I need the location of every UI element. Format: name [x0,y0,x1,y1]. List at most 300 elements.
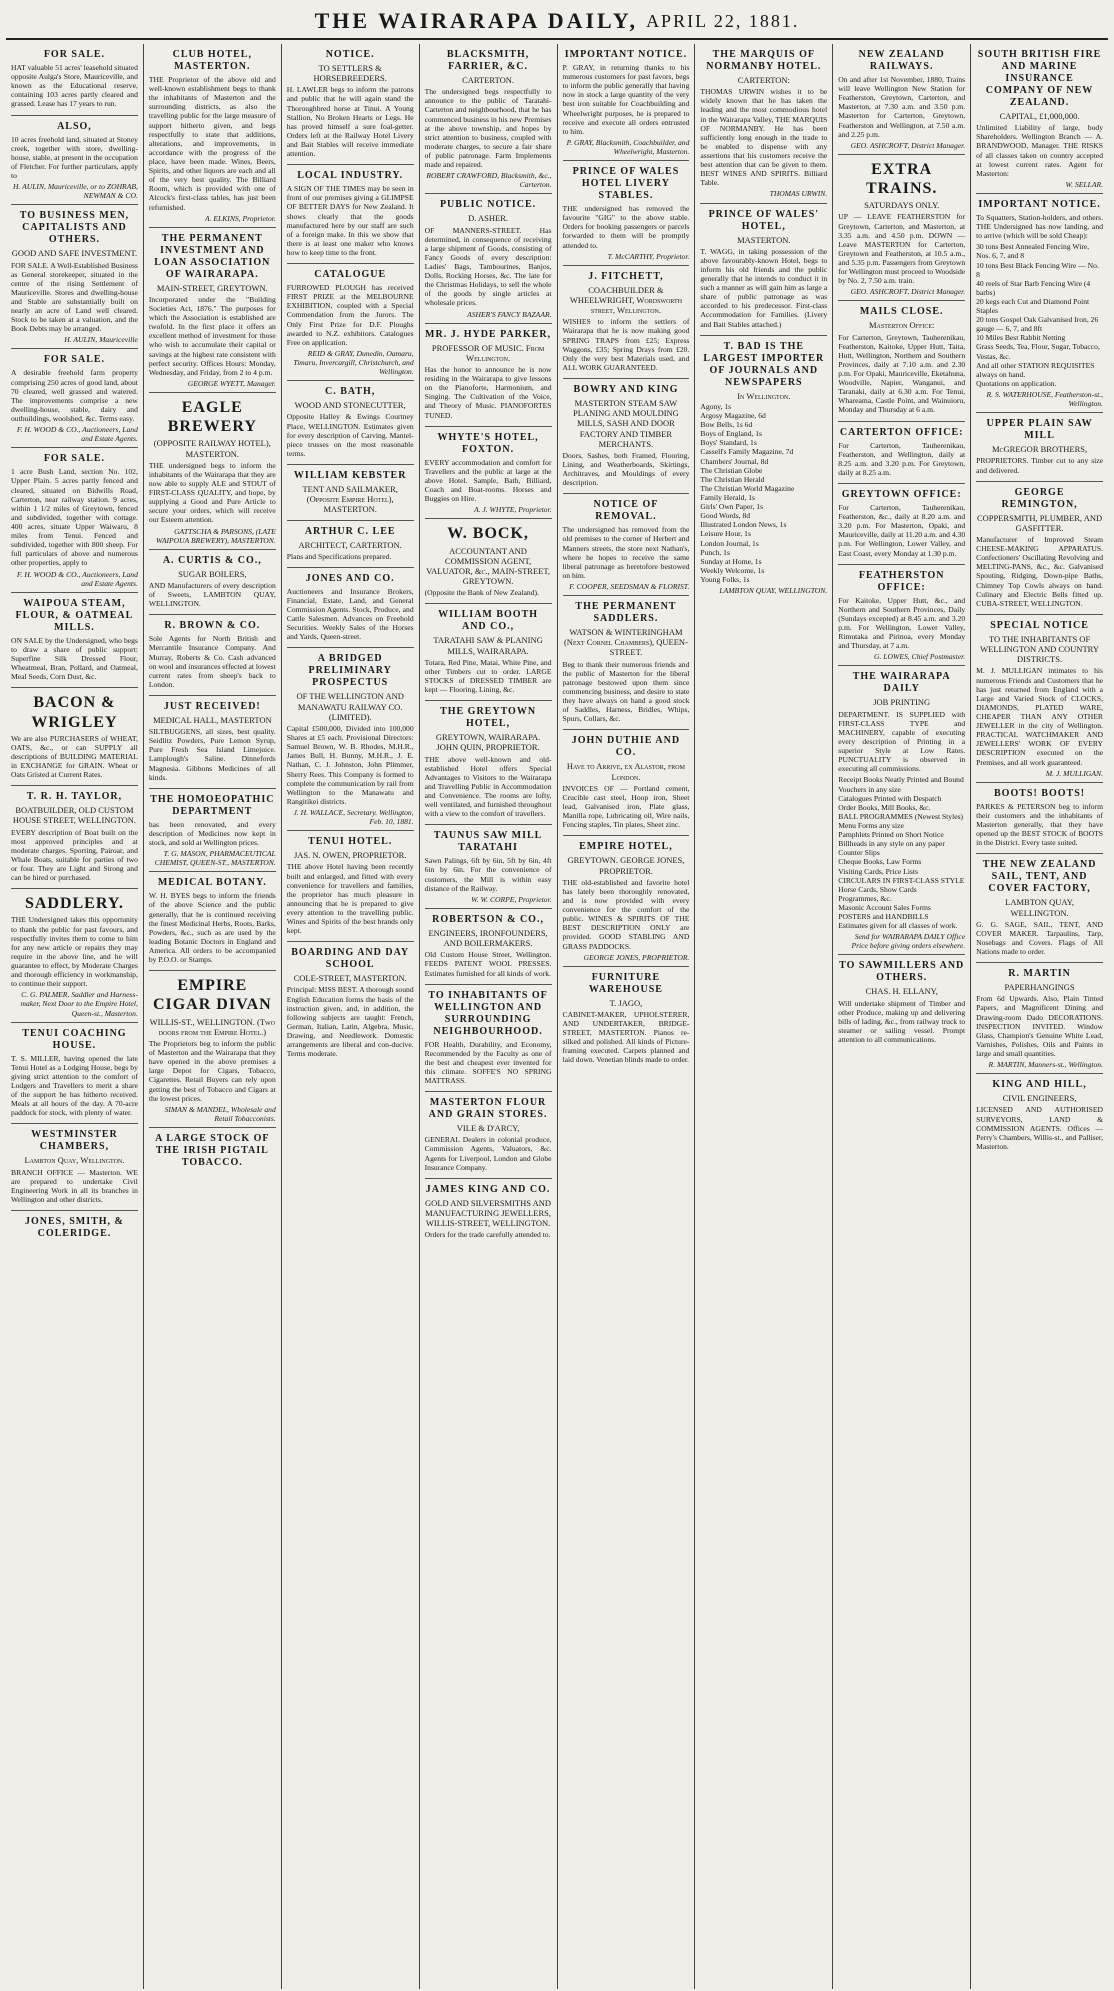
ad-body: P. GRAY, in returning thanks to his numerous customers for past favors, begs to inform the public generally that having now in stock a large quantity of the very best iron suitable for Coachbuilding and Wheelwright purposes, he is prepared to receive and execute all orders entrusted to him. [562,63,690,136]
ad-subheading: GREYTOWN, WAIRARAPA. JOHN QUIN, PROPRIETOR. [435,732,541,753]
list-item: Sunday at Home, 1s [700,556,762,566]
advertisement [287,831,414,942]
ad-subheading: TARATAHI SAW & PLANING MILLS, WAIRARAPA. [433,635,543,656]
ad-subheading: ARCHITECT, CARTERTON. [298,539,402,550]
ad-signature: SIMAN & MANDEL, Wholesale and Retail Tobacconists. [164,1104,276,1123]
advertisement [149,615,276,696]
ad-heading: BOARDING AND DAY SCHOOL [291,947,410,971]
ad-body: From 6d Upwards. Also, Plain Tinted Papers, and Magnificent Dining and Drawing-room Dado DECORATIONS. INSPECTION INVITED. Window Glass, Champion's Genuine White Lead, Varnishes, Polishes, Oils and Paints in large and small quantities. [976,994,1103,1058]
ad-heading: NOTICE OF REMOVAL. [593,499,659,523]
list-item: Agony, 1s [700,401,732,411]
advertisement [976,963,1103,1074]
ad-subheading: (OPPOSITE RAILWAY HOTEL), MASTERTON. [153,438,271,459]
ad-signature: REID & GRAY, Dunedin, Oamaru, Timaru, Invercargill, Christchurch, and Wellington. [293,348,414,377]
ad-body: THE undersigned has removed the favourite "GIG" to the above stable. Orders for booking passengers or parcels forwarded to them will be promptly attended to. [562,204,690,250]
ad-body: Auctioneers and Insurance Brokers, Financial, Estate, Land, and General Commission Agents. Stock, Produce, and Cattle Salesmen. Advances on Freehold Securities. Weekly Sales of the Horses and Yards, Queen-street. [286,586,414,642]
ad-subheading: GOOD AND SAFE INVESTMENT. [11,248,138,259]
list-item: Order Books, Mill Books, &c. [838,802,931,812]
ad-body: FOR Health, Durability, and Economy, Recommended by the Faculty as one of the best and cheapest ever invented for this climate. SOFFE'S NO SPRING MATTRASS. [424,1039,552,1086]
ad-body: To Squatters, Station-holders, and others. THE Undersigned has now landing, and to arrive (which will be sold Cheap): [976,212,1103,241]
ad-signature: R. MARTIN, Manners-st., Wellington. [988,1060,1103,1070]
ad-subheading: MASTERTON. [737,234,791,245]
advertisement [976,615,1103,783]
ad-signature: F. H. WOOD & CO., Auctioneers, Land and Estate Agents. [16,425,138,444]
ad-body: T. WAGG, in taking possession of the above favourably-known Hotel, begs to inform his old friends and the public generally that he intends to conduct it in such a manner as will gain him as large a share of public patronage as was accorded to his predecessor. First-class Accommodation for Families. (Livery and Bait Stables attached.) [700,246,828,329]
ad-heading: THE GREYTOWN HOTEL, [440,706,537,730]
list-item: The Christian Globe [700,465,763,475]
advertisement [838,422,965,484]
ad-heading: PRINCE OF WALES' HOTEL, [708,208,820,232]
ad-heading: BOWRY AND KING [573,383,679,395]
advertisement [149,550,276,616]
ad-body: THE above well-known and old-established Hotel offers Special Advantages to Visitors to the Wairarapa and Travelling Public in Accommodation and Convenience. The rooms are lofty, well ventilated, and furnished throughout with a view to the comfort of travellers. [424,754,552,819]
ad-body: We are also PURCHASERS of WHEAT, OATS, &c., or can SUPPLY all descriptions of BUILDING MATERIAL in EXCHANGE for GRAIN. Wheat or Oats Gristed at Current Rates. [11,733,138,780]
ad-body: Unlimited Liability of large, body Shareholders. Wellington Branch — A. BRANDWOOD, Manager. THE RISKS of all classes taken on country accepted at lowest current rates. Agent for Masterton: [976,123,1103,178]
ad-subheading: COACHBUILDER & WHEELWRIGHT, Wordsworth street, Wellington. [569,284,683,316]
advertisement [149,971,276,1128]
list-item: POSTERS and HANDBILLS [838,912,929,922]
ad-heading: LOCAL INDUSTRY. [297,170,404,182]
list-item: Billheads in any style on any paper [838,839,945,849]
list-item: London Journal, 1s [700,538,759,548]
ad-subheading: CAPITAL, £1,000,000. [999,111,1080,121]
ad-heading: A LARGE STOCK OF THE IRISH PIGTAIL TOBACCO. [155,1132,270,1168]
advertisement [976,783,1103,855]
list-item: Horse Cards, Show Cards [838,884,917,894]
list-item: The Christian Herald [700,474,765,484]
ad-heading: FEATHERSTON OFFICE: [858,569,945,593]
ad-heading: TAUNUS SAW MILL TARATAHI [433,830,543,854]
advertisement [563,494,690,596]
ad-subheading: Lambton Quay, Wellington. [24,1155,125,1166]
ad-heading: UPPER PLAIN SAW MILL [986,418,1093,442]
ad-heading: JOHN DUTHIE AND CO. [571,735,681,759]
column-2 [144,44,282,1989]
ad-signature: GEORGE JONES, PROPRIETOR. [583,952,690,962]
list-item: The Christian World Magazine [700,483,795,493]
ad-signature: LAMBTON QUAY, WELLINGTON. [719,586,828,596]
ad-body: Will undertake shipment of Timber and other Produce, making up and delivering bills of lading, &c., from railway truck to steamer or sailing vessel. Prompt attention to all communications. [838,998,966,1045]
advertisement [11,593,138,689]
ad-subheading: COPPERSMITH, PLUMBER, AND GASFITTER. [976,512,1103,533]
ad-body: The Proprietors beg to inform the public of Masterton and the Wairarapa that they have opened in the above premises a large Depot for Cigars, Tobacco, Cigarettes. Retail Buyers can rely upon getting the best of Tobacco and Cigars at the lowest prices. [148,1038,276,1103]
ad-heading: WESTMINSTER CHAMBERS, [31,1129,118,1153]
ad-subheading: WILLIS-ST., WELLINGTON. (Two doors from the Empire Hotel.) [149,1016,276,1037]
ad-heading: THE PERMANENT INVESTMENT AND LOAN ASSOCIATION OF WAIRARAPA. [154,232,271,280]
advertisement [11,116,138,206]
list-item: Menu Forms any size [838,820,904,830]
ad-body: FOR SALE. A Well-Established Business as General storekeeper, situated in the centre of the rising Settlement of Mauriceville. Stores and dwelling-house and Stable are substantially built on nearly an acre of Land well cleared. Stock to be taken at a valuation, and the Book Debts may be arranged. [11,260,138,334]
advertisement [563,379,690,494]
ad-heading: MEDICAL BOTANY. [157,877,267,889]
ad-signature: A. ELKINS, Proprietor. [204,213,276,223]
advertisement [838,155,965,302]
list-item: Young Folks, 1s [700,574,750,584]
ad-signature: W. W. CORPE, Proprietor. [471,894,552,904]
ad-heading: KING AND HILL, [992,1079,1087,1091]
ad-heading: MR. J. HYDE PARKER, [425,328,552,340]
list-item: 40 reels of Star Barb Fencing Wire (4 barbs) [976,278,1091,297]
ad-body: For Kaitoke, Upper Hutt, &c., and Northern and Southern Provinces, Daily (Sundays excepted) at 8.45 a.m. and 3.20 p.m. For Wellington, Lower Valley, Rimutaka and Pirinoa, every Monday and Thursday, at 7 a.m. [838,595,966,651]
advertisement [563,967,690,1071]
advertisement [149,228,276,393]
ad-heading: THE HOMOEOPATHIC DEPARTMENT [150,793,275,817]
masthead [6,4,1108,40]
ad-subheading: CARTERTON. [462,75,515,85]
advertisement [149,789,276,873]
advertisement [563,596,690,730]
ad-subheading: JAS. N. OWEN, PROPRIETOR. [293,850,407,861]
ad-subheading: TO THE INHABITANTS OF WELLINGTON AND COUNTRY DISTRICTS. [980,633,1099,665]
column-5 [558,44,696,1989]
ad-body: WISHES to inform the settlers of Wairarapa that he is now making good SPRING TRAPS from £25; Express Waggons, £35; Spring Drays from £20. Only the very best Materials used, and ALL WORK GUARANTEED. [562,317,690,372]
advertisement [11,448,138,592]
ad-subheading: Have to Arrive, ex Alastor, from London. [566,761,685,782]
ad-heading: BACON & WRIGLEY [31,694,118,731]
ad-heading: GEORGE REMINGTON, [1001,486,1078,510]
list-item: Leisure Hour, 1s [700,529,751,539]
list-item: Boys' Standard, 1s [700,438,757,448]
ad-signature: C. G. PALMER, Saddler and Harness-maker, Next Door to the Empire Hotel, Queen-st., Masterton. [20,990,138,1018]
list-item: Cassell's Family Magazine, 7d [700,447,794,457]
list-item: Grass Seeds, Tea, Flour, Sugar, Tobacco, Vestas, &c. [976,342,1100,361]
ad-signature: ROBERT CRAWFORD, Blacksmith, &c., Carterton. [426,171,552,190]
ad-body: Beg to thank their numerous friends and the public of Masterton for the liberal patronage bestowed upon them since commencing business, and desire to state they have always on hand a good stock of Saddles, Harness, Bridles, Whips, Spurs, Collars, &c. [562,659,690,724]
ad-body: THOMAS URWIN wishes it to be widely known that he has taken the leading and the most commodious hotel in the Wairarapa Valley, THE MARQUIS OF NORMANBY. He has been sufficiently long enough in the trade to be enabled to dispense with any assertions that his customers receive the best attention that can be given to them. BEST WINES AND SPIRITS. Billiard Table. [700,87,828,188]
ad-heading: THE NEW ZEALAND SAIL, TENT, AND COVER FACTORY, [982,859,1097,895]
advertisement [11,1211,138,1246]
ad-body: THE Undersigned takes this opportunity to thank the public for past favours, and respectfully invites them to come to him for any new article or repairs they may require in the above line, and he will guarantee to effect, by Moderate Charges and thorough efficiency in workmanship, to continue their support. [11,915,138,989]
list-item: Pamphlets Printed on Short Notice [838,830,944,840]
ad-body: Principal: MISS BEST. A thorough sound English Education forms the basis of the instruction given, and, in addition, the following subjects are taught: French, German, Italian, Latin, Algebra, Music, Drawing, and Needlework. Domestic arrangements are liberal and con-ducive. Terms moderate. [286,985,414,1059]
column-4 [420,44,558,1989]
advertisement [149,44,276,228]
ad-body: On and after 1st November, 1880, Trains will leave Wellington New Station for Featherston, Greytown, Carterton, and Masterton, at 7.30 a.m. and 3.50 p.m. Masterton for Carterton, Greytown, Featherston and Wellington, at 7.50 a.m. and 2.25 p.m. [838,75,966,139]
list-item: 10 tons Best Black Fencing Wire — No. 8 [976,260,1099,279]
list-item: CIRCULARS IN FIRST-CLASS STYLE [838,875,965,885]
ad-signature: W. SELLAR. [1065,179,1103,189]
ad-subheading: In Wellington. [737,390,791,401]
ad-heading: CARTERTON OFFICE: [839,426,964,438]
ad-heading: THE PERMANENT SADDLERS. [575,601,677,625]
advertisement [149,1128,276,1175]
ad-body: H. LAWLER begs to inform the patrons and public that he will again stand the Thoroughbred horse at Tinui. A Young Stallion, No Broken Hearts or Legs. He has proved himself a sure foal-getter. Orders left at the Railway Hotel Livery and Bait Stables will receive immediate attention. [286,85,414,159]
ad-signature: F. COOPER, SEEDSMAN & FLORIST. [569,582,690,591]
ad-signature: T. G. MASON, PHARMACEUTICAL CHEMIST, QUEEN-ST., MASTERTON. [154,849,276,868]
ad-subheading: PROFESSOR OF MUSIC. From Wellington. [431,342,545,363]
ad-body: FURROWED PLOUGH has received FIRST PRIZE at the MELBOURNE EXHIBITION, coupled with a Special Commendation from the Jurors. The Only First Prize for D.F. Ploughs awarded to N.Z. exhibitors. Catalogues Free on application. [286,283,414,347]
ad-signature: GEO. ASHCROFT, District Manager. [850,140,966,150]
ad-body: ON SALE by the Undersigned, who begs to draw a share of public support: Superfine Silk Dressed Flour, Wheatmeal, Bran, Pollard, and Oatmeal, Meal Seeds, Corn Dust, &c. [11,635,138,682]
advertisement [11,889,138,1022]
column-6 [695,44,833,1989]
ad-heading: A BRIDGED PRELIMINARY PROSPECTUS [308,653,392,689]
ad-heading: TENUI COACHING HOUSE. [22,1027,127,1051]
ad-heading: PRINCE OF WALES HOTEL LIVERY STABLES. [572,166,680,202]
ad-body: EVERY description of Boat built on the most approved principles and at moderate charges. Sporting, Pairoar, and Whale Boats, suitable for parties of two or four. They are Light and Strong and can be hired or purchased. [11,827,138,883]
list-item: 20 tons Gospel Oak Galvanised Iron, 26 gauge — 6, 7, and 8ft [976,315,1099,334]
ad-heading: WHYTE'S HOTEL, FOXTON. [437,431,539,455]
advertisement [425,324,552,427]
ad-heading: JONES, SMITH, & COLERIDGE. [24,1216,124,1240]
ad-heading: FURNITURE WAREHOUSE [588,971,663,995]
ad-heading: ROBERTSON & CO., [432,913,544,925]
ad-heading: FOR SALE. [43,49,106,60]
advertisement [287,381,414,465]
advertisement [700,44,827,204]
ad-heading: TO BUSINESS MEN, CAPITALISTS AND OTHERS. [19,210,130,246]
ad-heading: ARTHUR C. LEE [304,525,396,537]
ad-signature: F. H. WOOD & CO., Auctioneers, Land and Estate Agents. [16,569,138,588]
ad-body: THE old-established and favorite hotel has lately been thoroughly renovated, and is now provided with every convenience for the comfort of the public. WINES & SPIRITS OF THE BEST DESCRIPTION ONLY are provided. GOOD STABLING AND GRASS PADDOCKS. [562,877,690,951]
ad-subheading: D. ASHER. [468,213,509,224]
ad-subheading: T. JAGO, [609,997,643,1008]
ad-heading: J. FITCHETT, [588,270,664,282]
ad-signature: GATTSCHA & PARSONS, (LATE WAIPOUA BREWERY), MASTERTON. [156,526,276,545]
ad-subheading: PAPERHANGINGS [1004,982,1075,993]
columns-container [6,44,1108,1989]
advertisement [425,194,552,323]
list-item: Visiting Cards, Price Lists [838,866,918,876]
advertisement [976,44,1103,194]
advertisement [425,701,552,825]
ad-heading: R. BROWN & CO. [164,620,261,632]
list-item: Girls' Own Paper, 1s [700,502,764,512]
ad-signature: THOMAS URWIN. [769,189,828,199]
ad-heading: CLUB HOTEL, MASTERTON. [172,49,252,72]
ad-body: For Carterton, Greytown, Tauherenikau, Featherston, Kaitoke, Upper Hutt, Taita, Hutt, Wellington, Northern and Southern Provinces, daily at 7.10 a.m. and 2.30 p.m. For Opaki, Mauriceville, Eketahuna, Woodville, Napier, Wanganui, and Taranaki, daily at 6.30 a.m. For Tenui, Whareama, Castle Point, and Wainuioru, Monday and Thursday at 6 a.m. [838,332,966,415]
advertisement [287,465,414,521]
ad-subheading: VILE & D'ARCY, [456,1123,520,1134]
list-item: And all other STATION REQUISITES always on hand. [976,360,1095,379]
list-item: Quotations on application. [976,378,1057,388]
ad-heading: JAMES KING AND CO. [425,1183,551,1195]
advertisement [563,836,690,966]
ad-signature: M. J. MULLIGAN. [1045,768,1103,778]
ad-heading: TENUI HOTEL. [308,836,393,848]
ad-heading: EAGLE BREWERY [167,399,257,436]
ad-heading: GREYTOWN OFFICE: [841,489,962,501]
list-item: Vouchers in any size [838,784,901,794]
advertisement [287,264,414,381]
advertisement [563,266,690,379]
ad-body: THE Proprietor of the above old and well-known establishment begs to thank the inhabitants of Masterton and the surrounding districts, as also the travelling public for the large measure of support hitherto given, and begs respectfully to state that additions, alterations, and improvements, in accordance with the progress of the place, have been made. Wines, Beers, Spirits, and other liquors are each and all of the very best quality. The Billiard Room, which is provided with one of Alcock's first-class tables, has just been refurnished. [148,75,276,212]
ad-subheading: WATSON & WINTERINGHAM (Next Cornel Chambers), QUEEN-STREET. [563,627,688,658]
ad-heading: T. R. H. TAYLOR, [26,791,123,803]
ad-subheading: MEDICAL HALL, MASTERTON [152,714,272,725]
ad-signature: P. GRAY, Blacksmith, Coachbuilder, and Wheelwright, Masterton. [566,137,690,156]
ad-subheading: LAMBTON QUAY, WELLINGTON. [1005,897,1074,918]
ad-body: PROPRIETORS. Timber cut to any size and delivered. [976,456,1103,475]
issue-date: APRIL 22, 1881. [646,10,800,31]
advertisement [149,696,276,789]
list-item: Chambers' Journal, 8d [700,456,769,466]
ad-heading: EXTRA TRAINS. [865,160,938,198]
advertisement [11,1023,138,1125]
ad-subheading: SATURDAYS ONLY. [864,200,940,211]
ad-subheading: WOOD AND STONECUTTER, [294,400,406,411]
ad-subheading: SUGAR BOILERS, [178,568,247,579]
ad-body: EVERY accommodation and comfort for Travellers and the public at large at the above Hotel. Sample, Bath, Billiard, Coach and Boat-rooms. Horses and Buggies on Hire. [424,457,552,504]
ad-body: Orders for the trade carefully attended to. [424,1230,551,1240]
advertisement [838,484,965,565]
advertisement [838,565,965,667]
ad-heading: T. BAD IS THE LARGEST IMPORTER OF JOURNALS AND NEWSPAPERS [703,340,825,388]
column-3 [282,44,420,1989]
ad-body: A desirable freehold farm property comprising 250 acres of good land, about 70 cleared, well grassed and watered. The improvements comprise a new dwelling-house, stable, dairy and outbuildings, woolshed, &c. Terms easy. [11,368,138,424]
ad-subheading: GOLD AND SILVERSMITHS AND MANUFACTURING JEWELLERS, WILLIS-STREET, WELLINGTON. [425,1197,552,1229]
ad-body: Opposite Halley & Ewings Courtney Place, WELLINGTON. Estimates given for every description of Carving. Mantel-piece trusses on the most reasonable terms. [286,412,414,458]
advertisement [425,825,552,909]
ad-heading: FOR SALE. [43,354,106,366]
ad-heading: WAIPOUA STEAM, FLOUR, & OATMEAL MILLS. [15,597,134,633]
ad-signature: GEORGE WYETT, Manager. [187,378,276,388]
ad-heading: R. MARTIN [1008,968,1071,980]
advertisement [425,427,552,520]
ad-body: For Carterton, Tauherenikau, Featherston, &c., daily at 8.20 a.m. and 3.20 p.m. For Masterton, Opaki, and Mauriceville, daily at 11.20 a.m. and 4.30 p.m. For Wellington, Lower Valley, and East Coast, every Monday at 1.30 p.m. [838,503,966,558]
advertisement [287,44,414,165]
ad-body: AND Manufacturers of every description of Sweets, LAMBTON QUAY, WELLINGTON. [148,580,276,609]
advertisement [287,165,414,264]
ad-body: The undersigned begs respectfully to announce to the public of Taratahi-Carterton and neighbourhood, that he has commenced business in his new Premises at the above township, and hopes by strict attention to business, coupled with moderate charges, to secure a fair share of public patronage. Farm Implements made and repaired. [424,87,552,170]
advertisement [838,301,965,421]
ad-heading: A. CURTIS & CO., [162,554,262,566]
ad-signature: H. AULIN, Mauriceville, or to ZOHRAB, NEWMAN & CO. [12,182,138,201]
advertisement [976,482,1103,615]
ad-subheading: OF THE WELLINGTON AND MANAWATU RAILWAY CO. (LIMITED). [296,691,404,722]
ad-body: Has the honor to announce he is now residing in the Wairarapa to give lessons on the Pianoforte, Harmonium, and Singing. The Cultivation of the Voice, and Theory of Music. PIANOFORTES TUNED. [424,365,552,420]
ad-heading: W. BOCK, [447,525,529,543]
ad-body: SILTBUGGENS, all sizes, best quality. Seidlitz Powders, Pure Lemon Syrup, Pure Fresh Sea Island Limejuice. Lamplough's Saline. Dinnefords Magnesia. Gibbons Medicines of all kinds. [148,727,276,782]
advertisement [976,854,1103,963]
advertisement [563,161,690,266]
ad-body: Sole Agents for North British and Mercantile Insurance Company. And Murray, Roberts & Co. Cash advanced on wool and insurances effected at lowest current rates from sheep's back to London. [148,634,276,689]
advertisement [11,349,138,448]
advertisement [149,393,276,550]
ad-signature: Send for WAIRARAPA DAILY Office Price before giving orders elsewhere. [851,932,966,951]
ad-list [976,242,1103,388]
advertisement [287,942,414,1064]
advertisement [149,872,276,971]
ad-subheading: Masterton Office: [868,320,935,331]
advertisement [425,1092,552,1179]
ad-heading: PUBLIC NOTICE. [439,199,537,211]
ad-body: The undersigned has removed from the old premises to the corner of Herbert and Manners streets, the store next Nathan's, where he hopes to receive the same liberal patronage as heretofore bestowed on him. [562,525,690,580]
ad-body: Totara, Red Pine, Matai, White Pine, and other Timbers cut to order. LARGE STOCKS of DRESSED TIMBER are kept — Flooring, Lining, &c. [424,657,552,695]
advertisement [11,688,138,786]
list-item: Masonic Account Sales Forms [838,902,931,912]
list-item: BALL PROGRAMMES (Newest Styles) [838,811,964,821]
newspaper-title: THE WAIRARAPA DAILY, [314,8,639,33]
advertisement [11,205,138,349]
ad-list [700,402,827,584]
ad-heading: SADDLERY. [24,895,124,913]
ad-subheading: CHAS. H. ELLANY, [865,986,938,997]
ad-body: PARKES & PETERSON beg to inform their customers and the inhabitants of Masterton generally, that they have opened up the BEST STOCK of BOOTS in the District. Every taste suited. [976,801,1103,848]
ad-subheading: JOB PRINTING [873,697,931,708]
advertisement [976,1074,1103,1157]
ad-heading: TO SAWMILLERS AND OTHERS. [839,960,965,984]
list-item: Illustrated London News, 1s [700,520,787,530]
ad-body: Plans and Specifications prepared. [286,551,392,561]
ad-body: M. J. MULLIGAN intimates to his numerous Friends and Customers that he has just returned from England with a Large and Varied Stock of CLOCKS, DIAMONDS, PLATED WARE, CHEAPER THAN ANY OTHER JEWELLER in the city of Wellington. PRACTICAL WATCHMAKER AND JEWELLERS' WORK OF EVERY DESCRIPTION executed on the Premises, and all work guaranteed. [976,666,1103,767]
list-item: Weekly Welcome, 1s [700,565,765,575]
advertisement [838,666,965,955]
ad-body: W. H. BYES begs to inform the friends of the above Science and the public generally, that he is continued receiving the finest Medicinal Herbs, Roots, Barks, Powders, &c., such as are used by the leading Botanic Doctors in England and America. All orders to be accompanied by P.O.O. or Stamps. [148,891,276,965]
ad-list [838,775,965,930]
advertisement [425,519,552,604]
ad-heading: SOUTH BRITISH FIRE AND MARINE INSURANCE COMPANY OF NEW ZEALAND. [977,49,1102,108]
advertisement [11,1124,138,1211]
ad-heading: BLACKSMITH, FARRIER, &C. [446,49,530,72]
advertisement [425,1179,552,1246]
ad-heading: EMPIRE CIGAR DIVAN [152,977,272,1014]
ad-body: CABINET-MAKER, UPHOLSTERER, AND UNDERTAKER, BRIDGE-STREET, MASTERTON. Pianos re-silked and polished. All kinds of Picture-framing executed. Carpets planned and laid down. Venetian blinds made to order. [562,1009,690,1065]
list-item: 30 tons Best Annealed Fencing Wire, Nos. 6, 7, and 8 [976,242,1090,261]
ad-heading: MASTERTON FLOUR AND GRAIN STORES. [428,1097,548,1121]
ad-body: THE above Hotel having been recently built and enlarged, and fitted with every convenience for travellers and families, the proprietor has much pleasure in announcing that he is prepared to give every attention to the travelling public. Wines and Spirits of the best brands only kept. [286,862,414,936]
ad-heading: WILLIAM KEBSTER [293,469,407,481]
ad-body: Doors, Sashes, both Framed, Flooring, Lining, and Weatherboards, Skirtings, Architraves, and Mouldings of every description. [562,450,690,488]
ad-heading: BOOTS! BOOTS! [994,787,1086,799]
list-item: 20 kegs each Cut and Diamond Point Staples [976,296,1090,316]
advertisement [425,909,552,985]
ad-heading: FOR SALE. [43,453,106,465]
list-item: Good Words, 8d [700,511,751,521]
advertisement [976,413,1103,481]
ad-body: Old Custom House Street, Wellington. FEEDS PATENT WOOL PRESSES. Estimates furnished for all kinds of work. [424,950,552,978]
ad-body: Sawn Palings, 6ft by 6in, 5ft by 6in, 4ft 6in by 6in. For the convenience of customers, the Mill is within easy distance of the Railway. [424,856,552,893]
advertisement [287,648,414,831]
ad-body: HAT valuable 51 acres' leasehold situated opposite Aulga's Store, Mauriceville, and known as the Educational reserve, containing 103 acres partly cleared and grassed. Lease has 17 years to run. [11,63,138,109]
ad-body: For Carterton, Tauherenikau, Featherston, and Wellington, daily at 8.25 a.m. and 3.20 p.m. For Greytown, daily at 8.25 a.m. [838,440,966,477]
ad-heading: IMPORTANT NOTICE. [564,49,688,60]
column-7 [833,44,971,1989]
ad-subheading: ACCOUNTANT AND COMMISSION AGENT, VALUATOR, &c., MAIN-STREET, GREYTOWN. [426,545,551,587]
ad-body: A SIGN OF THE TIMES may be seen in front of our premises giving a GLIMPSE OF BETTER DAYS for New Zealand. It shows clearly that the goods manufactured here by our staff are such of a foreign make. In this we show that there is at least one maker who knows how to keep time to the front. [286,184,414,258]
ad-body: OF MANNERS-STREET. Has determined, in consequence of receiving a large shipment of Goods, consisting of Fancy Goods of every description: Ladies' Bags, Tambourines, Banjos, Dolls, Rocking Horses, &c. The late for the Christmas Holidays, to sell the whole of the goods by single articles at wholesale prices. [424,225,552,308]
ad-heading: NEW ZEALAND RAILWAYS. [858,49,945,72]
advertisement [976,194,1103,413]
ad-signature: R. S. WATERHOUSE, Featherston-st., Wellington. [986,390,1103,409]
ad-body: GENERAL Dealers in colonial produce, Commission Agents, Valuators, &c. Agents for Liverpool, London and Globe Insurance Company. [424,1135,552,1172]
ad-heading: C. BATH, [325,386,376,398]
ad-body: INVOICES OF — Portland cement, Crucible cast steel, Hoop iron, Sheet lead, Galvanised iron, Plate glass, Manilla rope, Lubricating oil, Wire nails, Fencing staples, Tin plates, Sheet zinc. [562,783,690,830]
advertisement [563,730,690,836]
ad-body: (Opposite the Bank of New Zealand). [424,588,539,598]
list-item: Counter Slips [838,848,880,858]
list-item: Bow Bells, 1s 6d [700,420,753,430]
list-item: Family Herald, 1s [700,492,755,502]
column-8 [971,44,1108,1989]
ad-body: 10 acres freehold land, situated at Stoney creek, together with store, dwelling-house, stable, at present in the occupation of Fletcher. For further particulars, apply to [11,134,138,180]
advertisement [838,955,965,1050]
list-item: Programmes, &c. [838,893,892,903]
ad-heading: MAILS CLOSE. [859,306,944,318]
list-item: 10 Miles Best Rabbit Netting [976,333,1066,343]
ad-signature: ASHER'S FANCY BAZAAR. [467,309,552,319]
advertisement [700,204,827,336]
ad-heading: THE MARQUIS OF NORMANBY HOTEL. [706,49,822,72]
ad-body: T. S. MILLER, having opened the late Tenui Hotel as a Lodging House, begs by giving strict attention to the comfort of Lodgers and Travellers to merit a share of the support he has hitherto received. Meals at all hours of the day. A 70-acre paddock for stock, with plenty of water. [11,1053,138,1118]
list-item: Argosy Magazine, 6d [700,410,766,420]
ad-heading: JUST RECEIVED! [163,700,261,712]
ad-heading: SPECIAL NOTICE [990,619,1089,631]
ad-signature: GEO. ASHCROFT, District Manager. [850,287,966,297]
column-1 [6,44,144,1989]
ad-signature: J. H. WALLACE, Secretary. Wellington, Feb. 10, 1881. [293,808,414,827]
ad-subheading: TENT AND SAILMAKER, (Opposite Empire Hotel), MASTERTON. [302,483,398,515]
